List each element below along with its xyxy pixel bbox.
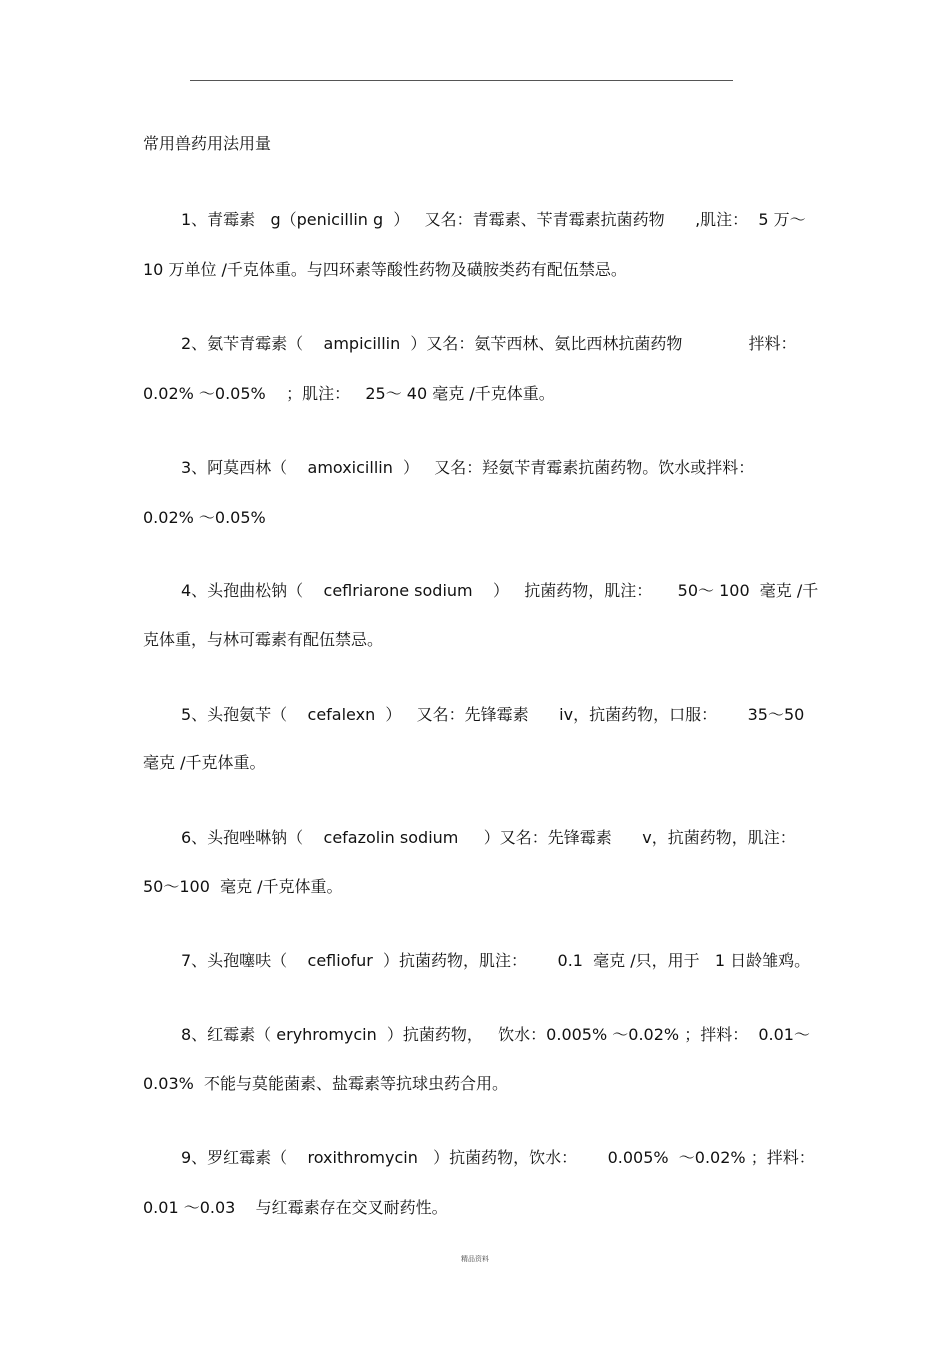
entry-6-line-1: 6、头孢唑啉钠（ cefazolin sodium ）又名：先锋霉素 v，抗菌药物，肌注： [181, 828, 796, 847]
entry-5-line-2: 毫克 /千克体重。 [143, 753, 266, 772]
entry-5-line-1: 5、头孢氨苄（ cefalexn ） 又名：先锋霉素 iv，抗菌药物，口服： 35～50 [181, 705, 805, 724]
entry-7-line-1: 7、头孢噻呋（ cefliofur ）抗菌药物，肌注： 0.1 毫克 /只，用于 1 日龄雏鸡。 [181, 951, 811, 970]
entry-4-line-2: 克体重，与林可霉素有配伍禁忌。 [143, 630, 384, 649]
entry-6-line-2: 50～100 毫克 /千克体重。 [143, 877, 343, 896]
entry-4-line-1: 4、头孢曲松钠（ ceflriarone sodium ） 抗菌药物，肌注： 50～ 100 毫克 /千 [181, 581, 819, 600]
header-rule [190, 80, 733, 81]
entry-2-line-1: 2、氨苄青霉素（ ampicillin ）又名：氨苄西林、氨比西林抗菌药物 拌料： [181, 334, 797, 353]
entry-3-line-2: 0.02% ～0.05% [143, 508, 266, 527]
entry-2-line-2: 0.02% ～0.05% ；肌注： 25～ 40 毫克 /千克体重。 [143, 384, 555, 403]
entry-1-line-1: 1、青霉素 g（penicillin g ） 又名：青霉素、苄青霉素抗菌药物 ,肌注： 5 万～ [181, 210, 806, 229]
entry-8-line-2: 0.03% 不能与莫能菌素、盐霉素等抗球虫药合用。 [143, 1074, 509, 1093]
document-title: 常用兽药用法用量 [143, 134, 272, 153]
entry-1-line-2: 10 万单位 /千克体重。与四环素等酸性药物及磺胺类药有配伍禁忌。 [143, 260, 627, 279]
entry-8-line-1: 8、红霉素（ eryhromycin ）抗菌药物， 饮水：0.005% ～0.02% ；拌料： 0.01～ [181, 1025, 810, 1044]
footer-label: 精品资料 [461, 1255, 489, 1263]
entry-9-line-2: 0.01 ～0.03 与红霉素存在交叉耐药性。 [143, 1198, 448, 1217]
entry-3-line-1: 3、阿莫西林（ amoxicillin ） 又名：羟氨苄青霉素抗菌药物。饮水或拌料： [181, 458, 755, 477]
entry-9-line-1: 9、罗红霉素（ roxithromycin ）抗菌药物，饮水： 0.005% ～0.02% ；拌料： [181, 1148, 815, 1167]
